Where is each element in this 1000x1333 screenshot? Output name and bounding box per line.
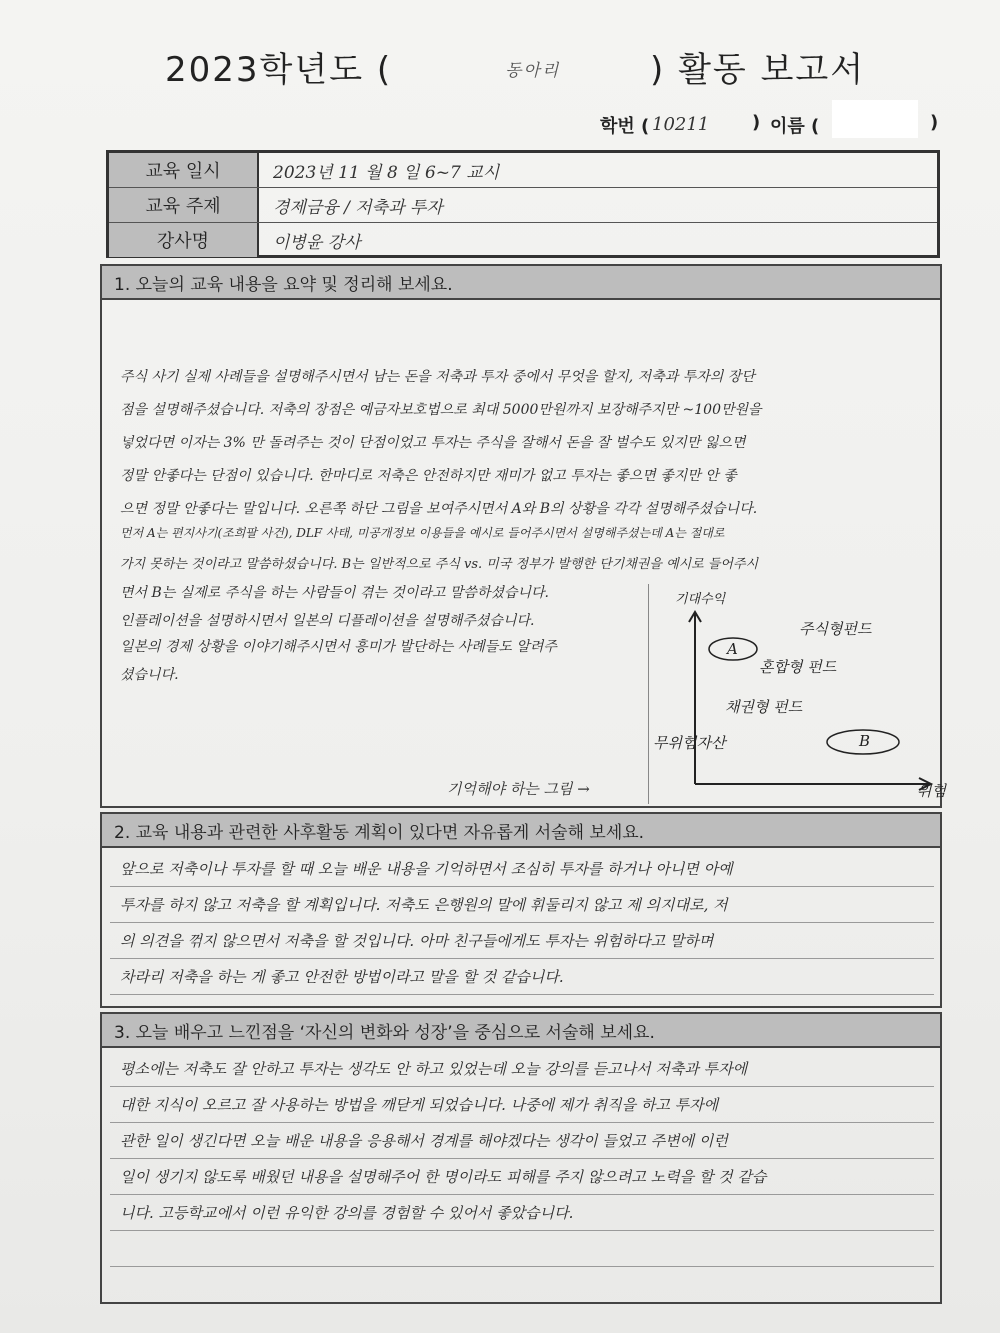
lecturer-row	[109, 223, 937, 257]
lecturer-value: 이병윤 강사	[273, 233, 361, 253]
student-name-label: 이름 (	[770, 116, 820, 137]
topic-label: 교육 주제	[109, 188, 259, 222]
stock-fund-label: 주식형펀드	[799, 620, 872, 638]
student-id-close: )	[752, 112, 761, 133]
section3-heading: 3. 오늘 배우고 느낀점을 ‘자신의 변화와 성장’을 중심으로 서술해 보세요.	[102, 1014, 940, 1048]
student-name-close: )	[930, 112, 939, 133]
point-a-label: A	[727, 640, 738, 658]
student-id-label: 학번 (	[600, 116, 650, 137]
topic-value: 경제금융 / 저축과 투자	[273, 198, 443, 218]
plan-line: 의 의견을 꺾지 않으면서 저축을 할 것입니다. 아마 친구들에게도 투자는 위험하다고 말하며	[120, 932, 714, 950]
summary-line: 가지 못하는 것이라고 말씀하셨습니다. B는 일반적으로 주식 vs. 미국 정부가 발행한 단기채권을 예시로 들어주시	[120, 557, 759, 572]
summary-line: 넣었다면 이자는 3% 만 돌려주는 것이 단점이었고 투자는 주식을 잘해서 돈을 잘 벌수도 있지만 잃으면	[120, 435, 746, 451]
point-b-label: B	[859, 732, 871, 750]
x-axis-label: 위험	[917, 782, 946, 800]
lecturer-label: 강사명	[109, 223, 259, 257]
title-year: 2023학년도 (	[165, 50, 393, 90]
summary-line: 먼저 A는 편지사기(조희팔 사건), DLF 사태, 미공개정보 이용들을 예시로 들어주시면서 설명해주셨는데 A는 절대로	[120, 526, 725, 540]
redacted-name	[832, 100, 918, 138]
plan-line: 앞으로 저축이나 투자를 할 때 오늘 배운 내용을 기억하면서 조심히 투자를 하거나 아니면 아예	[120, 860, 733, 878]
student-id-value: 10211	[652, 114, 710, 135]
plan-line: 투자를 하지 않고 저축을 할 계획입니다. 저축도 은행원의 말에 휘둘리지 않고 제 의지대로, 저	[120, 896, 728, 914]
reflection-line: 관한 일이 생긴다면 오늘 배운 내용을 응용해서 경계를 해야겠다는 생각이 들었고 주변에 이런	[120, 1132, 728, 1150]
y-axis-label: 기대수익	[675, 592, 726, 607]
reflection-line: 니다. 고등학교에서 이런 유익한 강의를 경험할 수 있어서 좋았습니다.	[120, 1204, 574, 1222]
summary-line: 일본의 경제 상황을 이야기해주시면서 흥미가 발단하는 사례들도 알려주	[120, 639, 557, 655]
section1-heading: 1. 오늘의 교육 내용을 요약 및 정리해 보세요.	[102, 266, 940, 300]
plan-line: 차라리 저축을 하는 게 좋고 안전한 방법이라고 말을 할 것 같습니다.	[120, 968, 564, 986]
date-label: 교육 일시	[109, 153, 259, 187]
risk-return-diagram	[648, 584, 946, 804]
summary-line: 인플레이션을 설명하시면서 일본의 디플레이션을 설명해주셨습니다.	[120, 613, 535, 629]
date-value: 2023년 11 월 8 일 6~7 교시	[273, 163, 500, 183]
topic-row	[109, 188, 937, 223]
section-reflection	[100, 1012, 942, 1304]
report-title	[0, 42, 1000, 92]
section2-heading: 2. 교육 내용과 관련한 사후활동 계획이 있다면 자유롭게 서술해 보세요.	[102, 814, 940, 848]
mixed-fund-label: 혼합형 펀드	[759, 658, 837, 676]
reflection-line: 평소에는 저축도 잘 안하고 투자는 생각도 안 하고 있었는데 오늘 강의를 듣고나서 저축과 투자에	[120, 1060, 748, 1078]
summary-line: 셨습니다.	[120, 667, 179, 683]
reflection-line: 대한 지식이 오르고 잘 사용하는 방법을 깨닫게 되었습니다. 나중에 제가 취직을 하고 투자에	[120, 1096, 719, 1114]
section-summary	[100, 264, 946, 808]
summary-line: 으면 정말 안좋다는 말입니다. 오른쪽 하단 그림을 보여주시면서 A와 B의 상황을 각각 설명해주셨습니다.	[120, 501, 758, 517]
summary-line: 주식 사기 실제 사례들을 설명해주시면서 남는 돈을 저축과 투자 중에서 무엇을 할지, 저축과 투자의 장단	[120, 369, 755, 385]
diagram-caption: 기억해야 하는 그림 →	[447, 780, 590, 798]
summary-line: 면서 B는 실제로 주식을 하는 사람들이 겪는 것이라고 말씀하셨습니다.	[120, 585, 550, 601]
section-plan	[100, 812, 942, 1008]
safe-asset-label: 무위험자산	[653, 734, 726, 752]
diagram-svg	[649, 584, 939, 804]
title-club: 동아리	[505, 61, 561, 81]
title-suffix: ) 활동 보고서	[650, 50, 866, 90]
info-table	[106, 150, 940, 258]
reflection-line: 일이 생기지 않도록 배웠던 내용을 설명해주어 한 명이라도 피해를 주지 않으려고 노력을 할 것 같습	[120, 1168, 767, 1186]
summary-line: 정말 안좋다는 단점이 있습니다. 한마디로 저축은 안전하지만 재미가 없고 투자는 좋으면 좋지만 안 좋	[120, 468, 737, 484]
summary-line: 점을 설명해주셨습니다. 저축의 장점은 예금자보호법으로 최대 5000만원까지 보장해주지만 ~100만원을	[120, 402, 762, 418]
bond-fund-label: 채권형 펀드	[725, 698, 803, 716]
date-row	[109, 153, 937, 188]
